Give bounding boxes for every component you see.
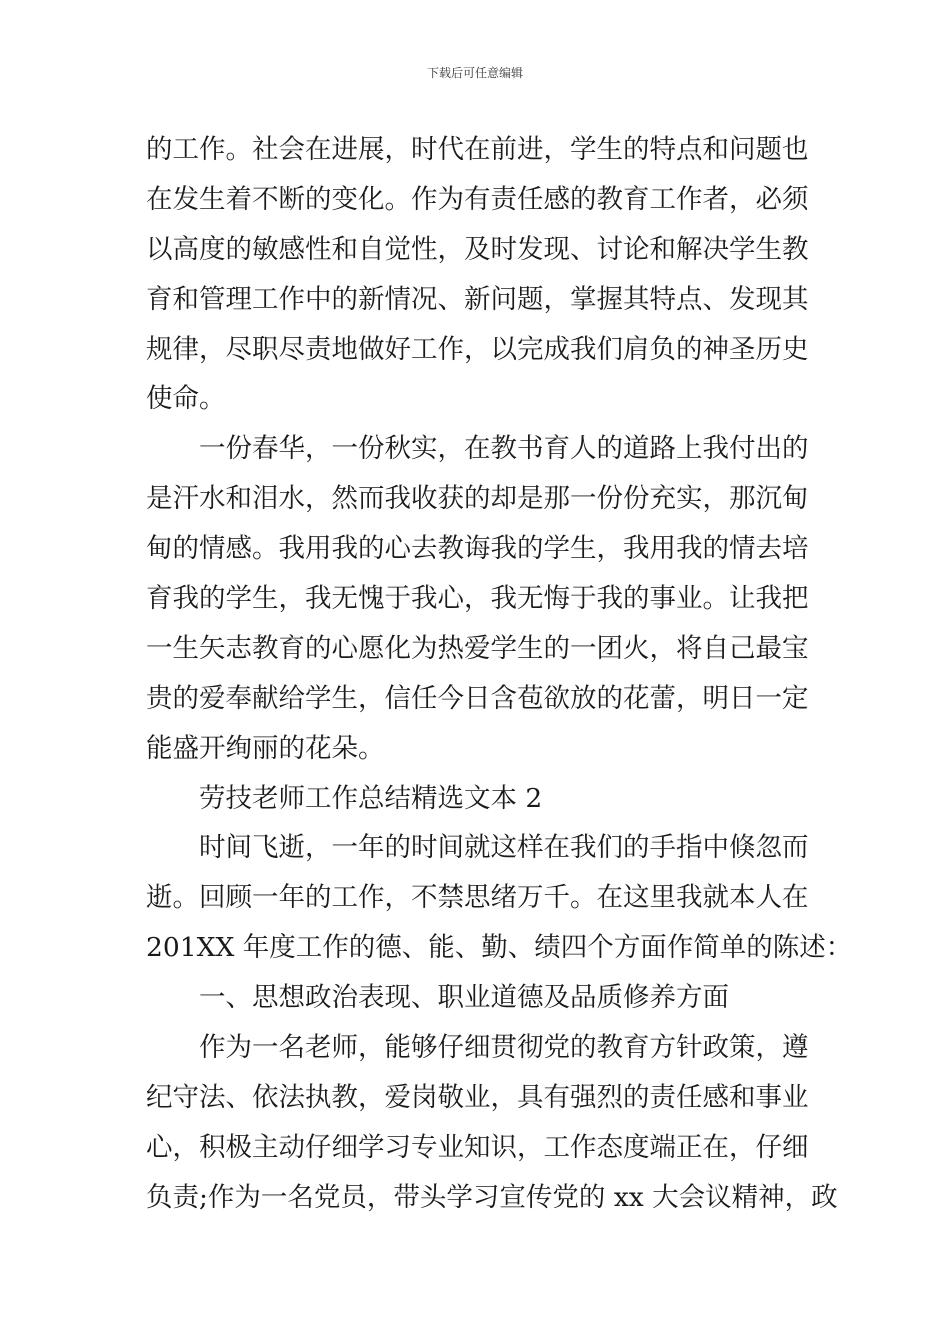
text-line: 201XX 年度工作的德、能、勤、绩四个方面作简单的陈述：	[146, 932, 853, 964]
subsection-heading: 一、思想政治表现、职业道德及品质修养方面	[199, 982, 729, 1014]
text-line: 在发生着不断的变化。作为有责任感的教育工作者，必须	[146, 183, 809, 215]
text-line: 纪守法、依法执教，爱岗敬业，具有强烈的责任感和事业	[146, 1081, 809, 1113]
text-line: 使命。	[146, 383, 226, 415]
text-line: 作为一名老师，能够仔细贯彻党的教育方针政策，遵	[199, 1032, 809, 1064]
text-line: 负责;作为一名党员，带头学习宣传党的 xx 大会议精神，政	[146, 1181, 838, 1213]
text-line: 心，积极主动仔细学习专业知识，工作态度端正在，仔细	[146, 1131, 809, 1163]
text-line: 一份春华，一份秋实，在教书育人的道路上我付出的	[199, 433, 809, 465]
text-line: 的工作。社会在进展，时代在前进，学生的特点和问题也	[146, 134, 809, 165]
text-line: 贵的爱奉献给学生，信任今日含苞欲放的花蕾，明日一定	[146, 682, 809, 714]
text-line: 育我的学生，我无愧于我心，我无悔于我的事业。让我把	[146, 583, 809, 615]
text-line: 能盛开绚丽的花朵。	[146, 732, 385, 764]
page-header-note: 下载后可任意编辑	[426, 66, 523, 80]
document-body	[146, 125, 853, 1223]
text-line: 甸的情感。我用我的心去教诲我的学生，我用我的情去培	[146, 533, 809, 565]
text-line: 时间飞逝，一年的时间就这样在我们的手指中倏忽而	[199, 832, 809, 864]
text-line: 是汗水和泪水，然而我收获的却是那一份份充实，那沉甸	[146, 483, 809, 515]
section-heading: 劳技老师工作总结精选文本 2	[199, 782, 543, 814]
text-line: 以高度的敏感性和自觉性，及时发现、讨论和解决学生教	[146, 233, 809, 265]
text-line: 育和管理工作中的新情况、新问题，掌握其特点、发现其	[146, 283, 809, 315]
text-line: 逝。回顾一年的工作，不禁思绪万千。在这里我就本人在	[146, 882, 809, 914]
text-line: 一生矢志教育的心愿化为热爱学生的一团火，将自己最宝	[146, 632, 809, 664]
text-line: 规律，尽职尽责地做好工作，以完成我们肩负的神圣历史	[146, 333, 809, 365]
